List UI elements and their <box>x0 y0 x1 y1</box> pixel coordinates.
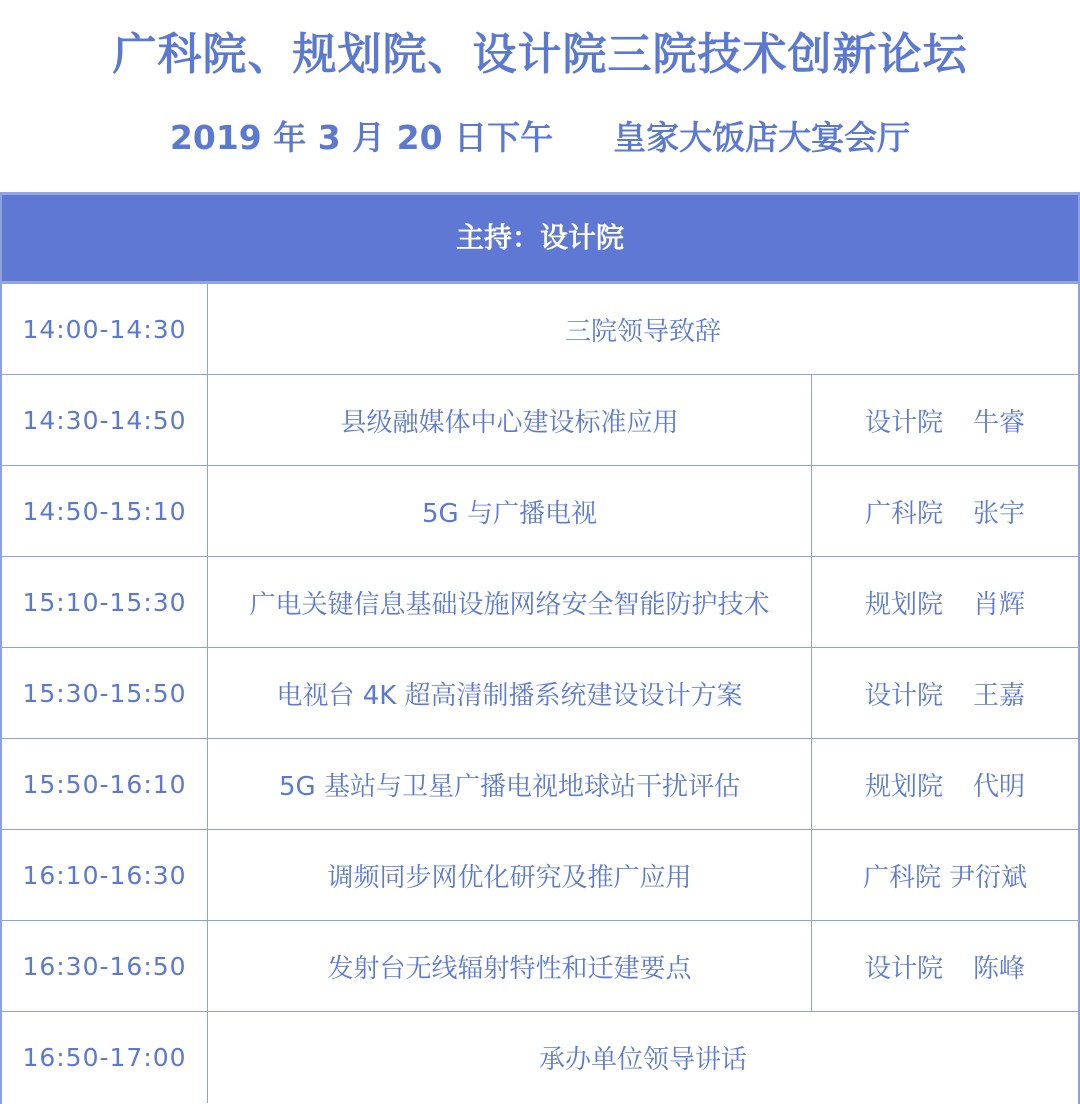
speaker-name: 王嘉 <box>973 680 1026 711</box>
schedule-row <box>2 284 1078 375</box>
topic-cell: 5G 与广播电视 <box>208 466 812 556</box>
speaker-org: 设计院 <box>864 407 943 438</box>
speaker-name: 肖辉 <box>973 589 1026 620</box>
speaker-cell <box>812 648 1078 738</box>
schedule-row <box>2 830 1078 921</box>
time-cell: 16:30-16:50 <box>2 921 208 1011</box>
topic-cell: 广电关键信息基础设施网络安全智能防护技术 <box>208 557 812 647</box>
schedule-table <box>0 192 1080 1104</box>
speaker-name: 张宇 <box>973 498 1026 529</box>
speaker-org: 设计院 <box>864 680 943 711</box>
schedule-row <box>2 1012 1078 1103</box>
speaker-name: 尹衍斌 <box>949 862 1028 893</box>
schedule-row <box>2 466 1078 557</box>
speaker-org: 广科院 <box>862 862 941 893</box>
topic-cell: 承办单位领导讲话 <box>538 1045 747 1075</box>
time-cell: 15:10-15:30 <box>2 557 208 647</box>
schedule-row <box>2 648 1078 739</box>
speaker-org: 规划院 <box>864 771 943 802</box>
schedule-row <box>2 375 1078 466</box>
schedule-row <box>2 739 1078 830</box>
speaker-cell <box>812 557 1078 647</box>
speaker-name: 牛睿 <box>973 407 1026 438</box>
schedule-row <box>2 557 1078 648</box>
speaker-cell <box>812 466 1078 556</box>
time-cell: 15:30-15:50 <box>2 648 208 738</box>
time-cell: 16:10-16:30 <box>2 830 208 920</box>
topic-cell: 县级融媒体中心建设标准应用 <box>208 375 812 465</box>
speaker-cell <box>812 375 1078 465</box>
speaker-org: 广科院 <box>864 498 943 529</box>
speaker-cell <box>812 830 1078 920</box>
time-cell: 16:50-17:00 <box>2 1012 208 1103</box>
topic-cell: 5G 基站与卫星广播电视地球站干扰评估 <box>208 739 812 829</box>
event-time-venue <box>0 108 1080 168</box>
event-date: 2019 年 3 月 20 日下午 <box>169 118 554 157</box>
event-venue: 皇家大饭店大宴会厅 <box>613 118 911 157</box>
speaker-cell <box>812 921 1078 1011</box>
schedule-row <box>2 921 1078 1012</box>
time-cell: 15:50-16:10 <box>2 739 208 829</box>
speaker-name: 代明 <box>973 771 1026 802</box>
time-cell: 14:00-14:30 <box>2 284 208 374</box>
speaker-org: 规划院 <box>864 589 943 620</box>
topic-cell: 调频同步网优化研究及推广应用 <box>208 830 812 920</box>
forum-title: 广科院、规划院、设计院三院技术创新论坛 <box>112 29 968 80</box>
speaker-cell <box>812 739 1078 829</box>
speaker-name: 陈峰 <box>973 953 1026 984</box>
topic-cell: 发射台无线辐射特性和迁建要点 <box>208 921 812 1011</box>
time-cell: 14:30-14:50 <box>2 375 208 465</box>
host-bar: 主持：设计院 <box>2 192 1078 284</box>
speaker-org: 设计院 <box>864 953 943 984</box>
time-cell: 14:50-15:10 <box>2 466 208 556</box>
topic-cell: 三院领导致辞 <box>564 316 721 347</box>
topic-cell: 电视台 4K 超高清制播系统建设设计方案 <box>208 648 812 738</box>
